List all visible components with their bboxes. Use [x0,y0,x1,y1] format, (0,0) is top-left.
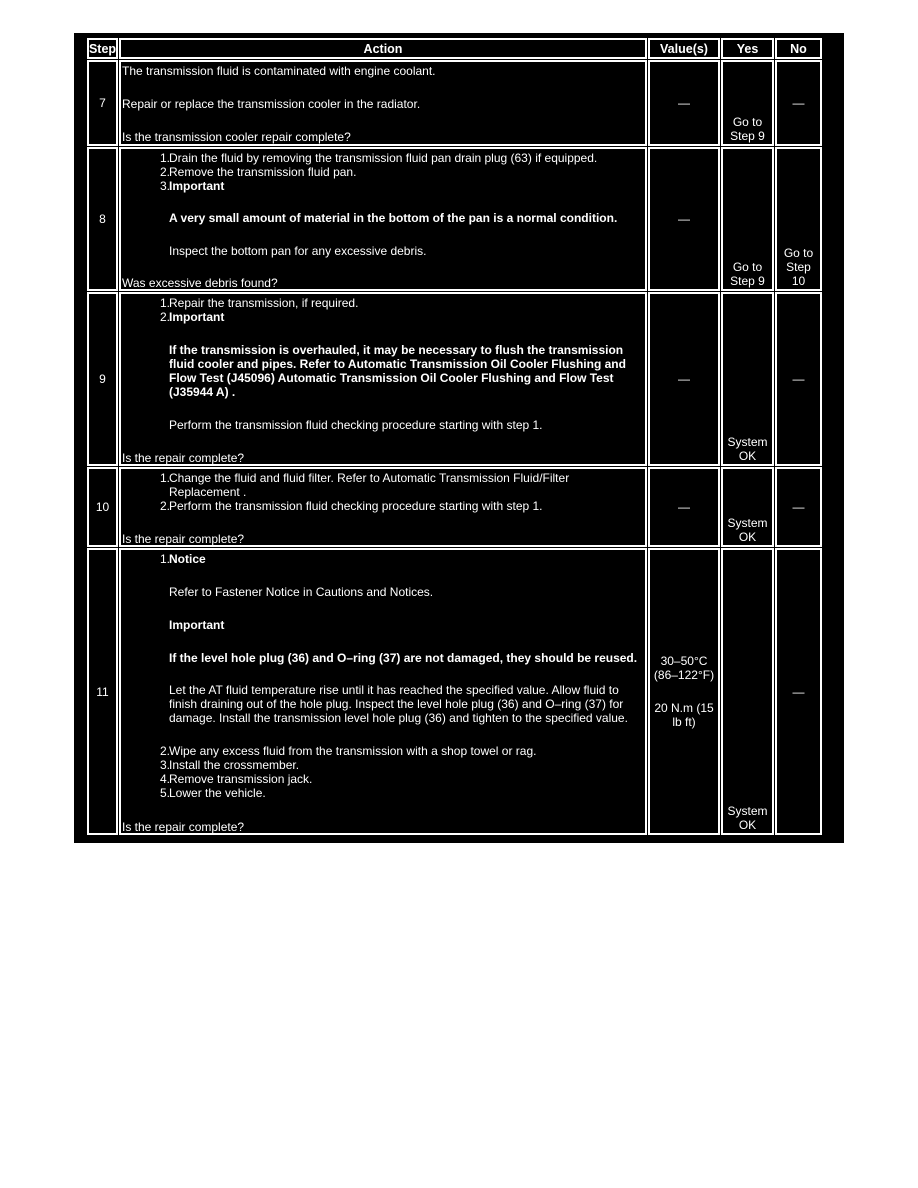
action-question: Was excessive debris found? [122,276,278,290]
yes-result [723,435,772,463]
important-label: Important [169,310,225,324]
list-number: 1. [159,296,170,310]
yes-result [723,260,772,288]
step-cell-8 [87,147,118,291]
list-number: 5. [159,786,170,800]
list-item-continued: Replacement . [169,485,247,499]
action-cell-11 [119,548,647,835]
header-values [648,38,720,59]
yes-line: System [727,435,768,449]
action-cell-7 [119,60,647,146]
yes-line: Step 9 [730,274,765,288]
no-cell-9 [775,292,822,466]
important-label: Important [169,179,225,193]
no-text: — [792,684,805,699]
notice-label: Notice [169,552,206,566]
no-cell-7 [775,60,822,146]
list-number: 3. [159,179,170,193]
value-text: — [678,372,690,386]
yes-result [723,804,772,832]
important-note: (J35944 A) . [169,385,236,399]
diagnostic-table [74,33,844,843]
yes-line: OK [738,449,757,463]
step-cell-7 [87,60,118,146]
yes-line: Go to [732,115,763,129]
list-item: Remove the transmission fluid pan. [169,165,357,179]
action-question: Is the transmission cooler repair complete? [122,130,351,144]
header-yes-text: Yes [736,41,759,56]
important-note: fluid cooler and pipes. Refer to Automatic Transmission Oil Cooler Flushing and [169,357,626,371]
value-cell-9 [648,292,720,466]
yes-cell-9 [721,292,774,466]
step-number: 10 [95,500,110,514]
temperature-value-f: (86–122°F) [653,668,715,682]
yes-cell-11 [721,548,774,835]
yes-cell-7 [721,60,774,146]
no-line: Go to [783,246,814,260]
step-number: 7 [99,96,106,110]
no-cell-8 [775,147,822,291]
value-cell-10 [648,467,720,547]
action-cell-8 [119,147,647,291]
action-question: Is the repair complete? [122,532,245,546]
header-action-text: Action [363,41,403,56]
list-item: Drain the fluid by removing the transmission fluid pan drain plug (63) if equipped. [169,151,598,165]
yes-cell-8 [721,147,774,291]
step-number: 8 [99,212,106,226]
yes-result [723,115,772,143]
step-cell-10 [87,467,118,547]
list-item: Perform the transmission fluid checking procedure starting with step 1. [169,499,543,513]
step-number: 9 [99,372,106,386]
list-number: 3. [159,758,170,772]
header-no [775,38,822,59]
yes-line: System [727,516,768,530]
list-item: Remove transmission jack. [169,772,313,786]
step-cell-11 [87,548,118,835]
value-text: — [678,500,690,514]
important-label: Important [169,618,225,632]
action-text: Let the AT fluid temperature rise until it has reached the specified value. Allow fluid to [169,683,619,697]
action-text: damage. Install the transmission level hole plug (36) and tighten to the specified value. [169,711,628,725]
value-text: — [678,96,690,110]
action-text: Perform the transmission fluid checking procedure starting with step 1. [169,418,543,432]
yes-result [723,516,772,544]
important-note: A very small amount of material in the bottom of the pan is a normal condition. [169,211,618,225]
no-cell-10 [775,467,822,547]
action-question: Is the repair complete? [122,451,245,465]
list-item: Install the crossmember. [169,758,300,772]
value-cell-11 [648,548,720,835]
list-number: 4. [159,772,170,786]
important-note: If the level hole plug (36) and O–ring (37) are not damaged, they should be reused. [169,651,638,665]
header-no-text: No [790,41,807,56]
list-number: 1. [159,151,170,165]
no-result [777,246,820,288]
list-item: Change the fluid and fluid filter. Refer to Automatic Transmission Fluid/Filter [169,471,570,485]
yes-line: Go to [732,260,763,274]
value-text: — [678,212,690,226]
header-step [87,38,118,59]
yes-cell-10 [721,467,774,547]
list-number: 2. [159,499,170,513]
action-cell-9 [119,292,647,466]
header-values-text: Value(s) [660,41,708,56]
yes-line: OK [738,818,757,832]
list-number: 2. [159,310,170,324]
list-number: 1. [159,552,170,566]
yes-line: OK [738,530,757,544]
no-text: — [792,96,805,110]
no-line: 10 [791,274,806,288]
action-text: Repair or replace the transmission cooler in the radiator. [122,97,421,111]
action-text: Inspect the bottom pan for any excessive debris. [169,244,427,258]
no-cell-11 [775,548,822,835]
list-number: 2. [159,744,170,758]
action-text: finish draining out of the hole plug. Inspect the level hole plug (36) and O–ring (37) for [169,697,624,711]
no-line: Step [786,260,811,274]
action-question: Is the repair complete? [122,820,245,834]
value-cell-8 [648,147,720,291]
step-number: 11 [96,684,109,699]
yes-line: Step 9 [730,129,765,143]
list-number: 2. [159,165,170,179]
list-item: Lower the vehicle. [169,786,266,800]
yes-line: System [727,804,768,818]
notice-text: Refer to Fastener Notice in Cautions and Notices. [169,585,434,599]
no-text: — [792,500,805,514]
action-text: The transmission fluid is contaminated with engine coolant. [122,64,436,78]
list-item: Repair the transmission, if required. [169,296,359,310]
list-item: Wipe any excess fluid from the transmission with a shop towel or rag. [169,744,537,758]
important-note: If the transmission is overhauled, it may be necessary to flush the transmission [169,343,624,357]
header-action [119,38,647,59]
header-yes [721,38,774,59]
no-text: — [792,372,805,386]
header-step-text: Step [88,41,117,56]
torque-value: 20 N.m (15 [654,701,714,715]
value-cell-7 [648,60,720,146]
temperature-value: 30–50°C [660,654,708,668]
torque-value-lbft: lb ft) [672,715,696,729]
action-cell-10 [119,467,647,547]
important-note: Flow Test (J45096) Automatic Transmission Oil Cooler Flushing and Flow Test [169,371,614,385]
list-number: 1. [159,471,170,485]
step-cell-9 [87,292,118,466]
